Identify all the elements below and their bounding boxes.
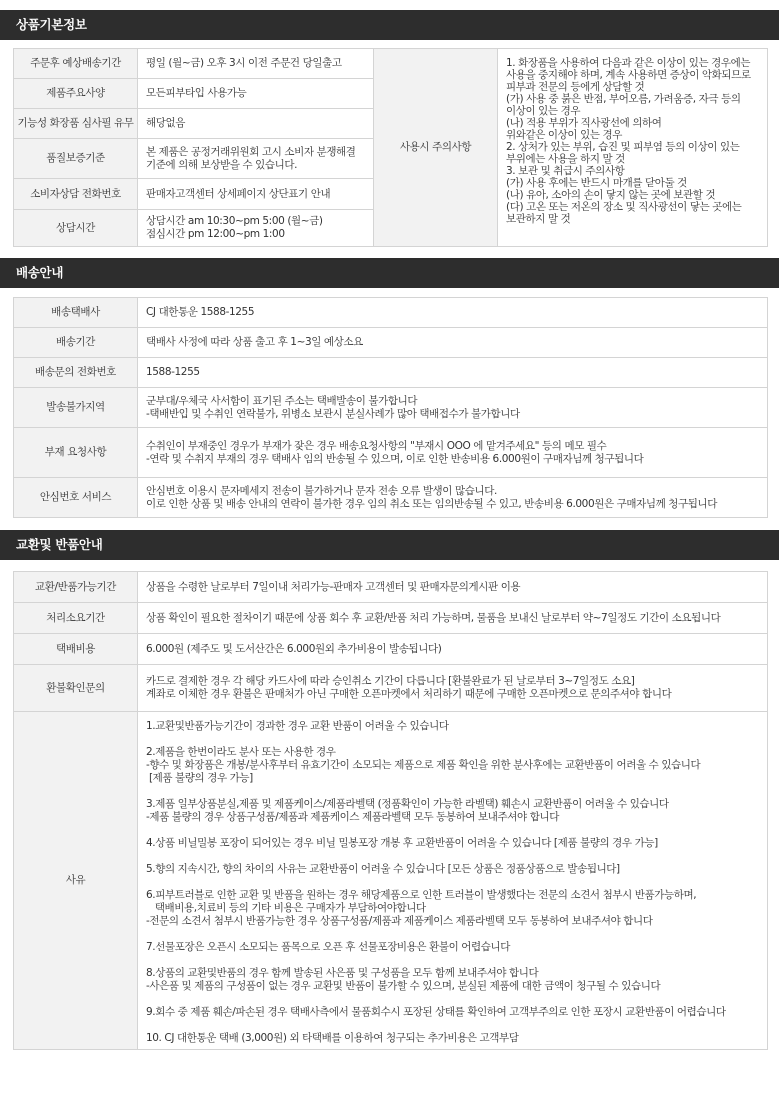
caution-text: 1. 화장품을 사용하여 다음과 같은 이상이 있는 경우에는 사용을 중지해야 하며, 계속 사용하면 증상이 악화되므로 피부과 전문의 등에게 상담할 것 (가) 사용 중 붉은 반점, 부어오름, 가려움증, 자극 등의 이상이 있는 경우 (나) 적용 부위가 직사광선에 의하여 위와같은 이상이 있는 경우 2. 상처가 있는 부위, 습진 및 피부염 등의 이상이 있는 부위에는 사용을 하지 말 것 3. 보관 및 취급시 주의사항 (가) 사용 후에는 반드시 마개를 닫아둘 것 (나) 유아, 소아의 손이 닿지 않는 곳에 보관할 것 (다) 고온 또는 저온의 장소 및 직사광선이 닿는 곳에는 보관하지 말 것 — [498, 49, 768, 247]
row-value: 상담시간 am 10:30~pm 5:00 (월~금) 점심시간 pm 12:00~pm 1:00 — [138, 210, 374, 247]
row-value: CJ 대한통운 1588-1255 — [138, 298, 768, 328]
shipping-table — [13, 297, 768, 518]
row-label: 배송택배사 — [14, 298, 138, 328]
row-label: 환불확인문의 — [14, 665, 138, 712]
row-value: 상품 확인이 필요한 절차이기 때문에 상품 회수 후 교환/반품 처리 가능하며, 물품을 보내신 날로부터 약~7일정도 기간이 소요됩니다 — [138, 603, 768, 634]
row-value: 해당없음 — [138, 109, 374, 139]
reason-item: 2.제품을 한번이라도 분사 또는 사용한 경우 -향수 및 화장품은 개봉/분사후부터 유효기간이 소모되는 제품으로 제품 확인을 위한 분사후에는 교환반품이 어려울 수 있습니다 [제품 불량의 경우 가능] — [146, 746, 701, 784]
row-label: 기능성 화장품 심사필 유무 — [14, 109, 138, 139]
returns-table — [13, 571, 768, 1050]
row-value: 평일 (월~금) 오후 3시 이전 주문건 당일출고 — [138, 49, 374, 79]
reason-item: 1.교환및반품가능기간이 경과한 경우 교환 반품이 어려울 수 있습니다 — [146, 720, 449, 732]
row-value: 1588-1255 — [138, 358, 768, 388]
reason-text — [138, 712, 768, 1050]
row-value: 본 제품은 공정거래위원회 고시 소비자 분쟁해결 기준에 의해 보상받을 수 있습니다. — [138, 139, 374, 179]
row-value: 카드로 결제한 경우 각 해당 카드사에 따라 승인취소 기간이 다릅니다 [환불완료가 된 날로부터 3~7일정도 소요] 계좌로 이체한 경우 환불은 판매처가 아닌 구매한 오픈마켓에서 처리하기 때문에 구매한 오픈마켓으로 문의주셔야 합니다 — [138, 665, 768, 712]
row-value: 상품을 수령한 날로부터 7일이내 처리가능-판매자 고객센터 및 판매자문의게시판 이용 — [138, 572, 768, 603]
row-label: 배송문의 전화번호 — [14, 358, 138, 388]
shipping-header: 배송안내 — [0, 258, 779, 288]
row-label: 배송기간 — [14, 328, 138, 358]
caution-label: 사용시 주의사항 — [374, 49, 498, 247]
row-value: 모든피부타입 사용가능 — [138, 79, 374, 109]
reason-item: 10. CJ 대한통운 택배 (3,000원) 외 타택배를 이용하여 청구되는 추가비용은 고객부담 — [146, 1032, 519, 1044]
row-label: 안심번호 서비스 — [14, 478, 138, 518]
reason-item: 5.향의 지속시간, 향의 차이의 사유는 교환반품이 어려울 수 있습니다 [모든 상품은 정품상품으로 발송됩니다] — [146, 863, 620, 875]
row-label: 교환/반품가능기간 — [14, 572, 138, 603]
row-label: 주문후 예상배송기간 — [14, 49, 138, 79]
row-value: 안심번호 이용시 문자메세지 전송이 불가하거나 문자 전송 오류 발생이 많습니다. 이로 인한 상품 및 배송 안내의 연락이 불가한 경우 임의 취소 또는 임의반송될 수 있고, 반송비용 6.000원은 구매자님께 청구됩니다 — [138, 478, 768, 518]
row-label: 소비자상담 전화번호 — [14, 179, 138, 210]
product-info-table — [13, 48, 768, 247]
row-label: 품질보증기준 — [14, 139, 138, 179]
reason-item: 8.상품의 교환및반품의 경우 함께 발송된 사은품 및 구성품을 모두 함께 보내주셔야 합니다 -사은품 및 제품의 구성품이 없는 경우 교환및 반품이 불가할 수 있으며, 분실된 제품에 대한 금액이 청구될 수 있습니다 — [146, 967, 661, 992]
reason-item: 9.회수 중 제품 훼손/파손된 경우 택배사측에서 물품회수시 포장된 상태를 확인하여 고객부주의로 인한 포장시 교환반품이 어렵습니다 — [146, 1006, 726, 1018]
row-label: 택배비용 — [14, 634, 138, 665]
row-label: 발송불가지역 — [14, 388, 138, 428]
row-label: 제품주요사양 — [14, 79, 138, 109]
reason-item: 4.상품 비닐밀봉 포장이 되어있는 경우 비닐 밀봉포장 개봉 후 교환반품이 어려울 수 있습니다 [제품 불량의 경우 가능] — [146, 837, 658, 849]
row-value: 6.000원 (제주도 및 도서산간은 6.000원외 추가비용이 발송됩니다) — [138, 634, 768, 665]
reason-item: 6.피부트러블로 인한 교환 및 반품을 원하는 경우 해당제품으로 인한 트러블이 발생했다는 전문의 소견서 첨부시 반품가능하며, 택배비용,치료비 등의 기타 비용은 구매자가 부담하여야합니다 -전문의 소견서 첨부시 반품가능한 경우 상품구성품/제품과 제품케이스 제품라벨택 모두 동봉하여 보내주셔야 합니다 — [146, 889, 697, 927]
reason-item: 3.제품 일부상품분실,제품 및 제품케이스/제품라벨택 (정품확인이 가능한 라벨택) 훼손시 교환반품이 어려울 수 있습니다 -제품 불량의 경우 상품구성품/제품과 제품케이스 제품라벨택 모두 동봉하여 보내주셔야 합니다 — [146, 798, 669, 823]
returns-header: 교환및 반품안내 — [0, 530, 779, 560]
row-value: 택배사 사정에 따라 상품 출고 후 1~3일 예상소요 — [138, 328, 768, 358]
row-value: 수취인이 부재중인 경우가 부재가 잦은 경우 배송요청사항의 "부재시 OOO 에 맡겨주세요" 등의 메모 필수 -연락 및 수취지 부재의 경우 택배사 임의 반송될 수 있으며, 이로 인한 반송비용 6.000원이 구매자님께 청구됩니다 — [138, 428, 768, 478]
row-label: 처리소요기간 — [14, 603, 138, 634]
row-label: 상담시간 — [14, 210, 138, 247]
reason-item: 7.선물포장은 오픈시 소모되는 품목으로 오픈 후 선물포장비용은 환불이 어렵습니다 — [146, 941, 510, 953]
reason-label: 사유 — [14, 712, 138, 1050]
row-value: 판매자고객센터 상세페이지 상단표기 안내 — [138, 179, 374, 210]
product-info-header: 상품기본정보 — [0, 10, 779, 40]
row-value: 군부대/우체국 사서함이 표기된 주소는 택배발송이 불가합니다 -택배반입 및 수취인 연락불가, 위병소 보관시 분실사례가 많아 택배접수가 불가합니다 — [138, 388, 768, 428]
row-label: 부재 요청사항 — [14, 428, 138, 478]
